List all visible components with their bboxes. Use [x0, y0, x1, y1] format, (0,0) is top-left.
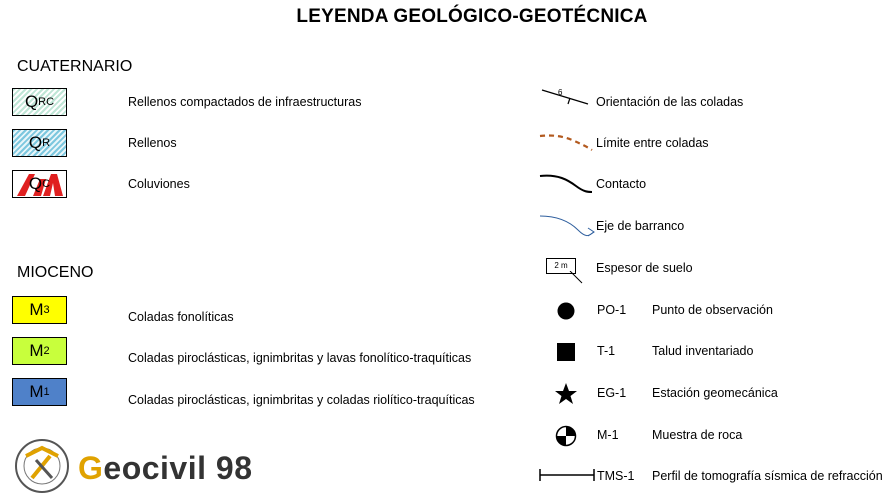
legend-label-qr: Rellenos: [128, 136, 177, 150]
point-code-tms1: TMS-1: [597, 469, 635, 483]
symbol-box-m2: [12, 337, 67, 365]
orientation-line-icon: [538, 84, 594, 108]
legend-label-orientation: Orientación de las coladas: [596, 95, 744, 109]
point-code-t1: T-1: [597, 344, 616, 358]
symbol-sub: 2: [43, 345, 50, 357]
section-heading-cuaternario: CUATERNARIO: [17, 58, 133, 75]
legend-label-qc: Coluviones: [128, 177, 190, 191]
symbol-box-m1: [12, 378, 67, 406]
symbol-box-qr: [12, 129, 67, 157]
point-code-m1: M-1: [597, 428, 619, 442]
star-icon: [554, 382, 578, 406]
symbol-sub: RC: [38, 96, 55, 108]
point-label-t1: Talud inventariado: [652, 344, 754, 358]
profile-line-icon: [538, 468, 598, 482]
orientation-value: 6: [558, 88, 563, 97]
point-label-po1: Punto de observación: [652, 303, 773, 317]
symbol-box-qc: [12, 170, 67, 198]
point-code-po1: PO-1: [597, 303, 627, 317]
symbol-sub: C: [42, 178, 51, 190]
symbol-sub: R: [42, 137, 51, 149]
legend-label-m2: Coladas piroclásticas, ignimbritas y lavas fonolítico-traquíticas: [128, 351, 472, 365]
symbol-main: M: [29, 300, 44, 319]
page-title: LEYENDA GEOLÓGICO-GEOTÉCNICA: [296, 6, 648, 27]
legend-label-ravine: Eje de barranco: [596, 219, 685, 233]
section-heading-mioceno: MIOCENO: [17, 264, 94, 281]
legend-label-soil: Espesor de suelo: [596, 261, 693, 275]
contact-line-icon: [538, 170, 594, 196]
soil-thickness-box: 2 m: [546, 258, 576, 274]
legend-label-limit: Límite entre coladas: [596, 136, 709, 150]
symbol-main: Q: [24, 92, 39, 111]
symbol-sub: 1: [43, 386, 50, 398]
legend-label-contact: Contacto: [596, 177, 647, 191]
point-label-eg1: Estación geomecánica: [652, 386, 778, 400]
legend-label-qrc: Rellenos compactados de infraestructuras: [128, 95, 362, 109]
point-label-tms1: Perfil de tomografía sísmica de refracción: [652, 469, 883, 483]
square-icon: [556, 342, 576, 362]
symbol-main: M: [29, 382, 44, 401]
symbol-main: Q: [28, 133, 43, 152]
quartered-circle-icon: [555, 425, 577, 447]
soil-thickness-leader-icon: [560, 271, 590, 285]
limit-dashed-line-icon: [538, 130, 594, 154]
brand-first-letter: G: [78, 450, 104, 486]
symbol-main: M: [29, 341, 44, 360]
brand-rest: eocivil 98: [103, 450, 253, 486]
symbol-box-m3: [12, 296, 67, 324]
geocivil-seal-icon: [14, 438, 70, 494]
ravine-axis-icon: [538, 212, 598, 238]
brand-logo-text: [78, 450, 252, 487]
legend-label-m1: Coladas piroclásticas, ignimbritas y coladas riolítico-traquíticas: [128, 393, 475, 407]
symbol-sub: 3: [43, 304, 50, 316]
symbol-main: Q: [28, 174, 43, 193]
point-code-eg1: EG-1: [597, 386, 627, 400]
point-label-m1: Muestra de roca: [652, 428, 743, 442]
symbol-box-qrc: [12, 88, 67, 116]
legend-label-m3: Coladas fonolíticas: [128, 310, 234, 324]
circle-icon: [556, 301, 576, 321]
